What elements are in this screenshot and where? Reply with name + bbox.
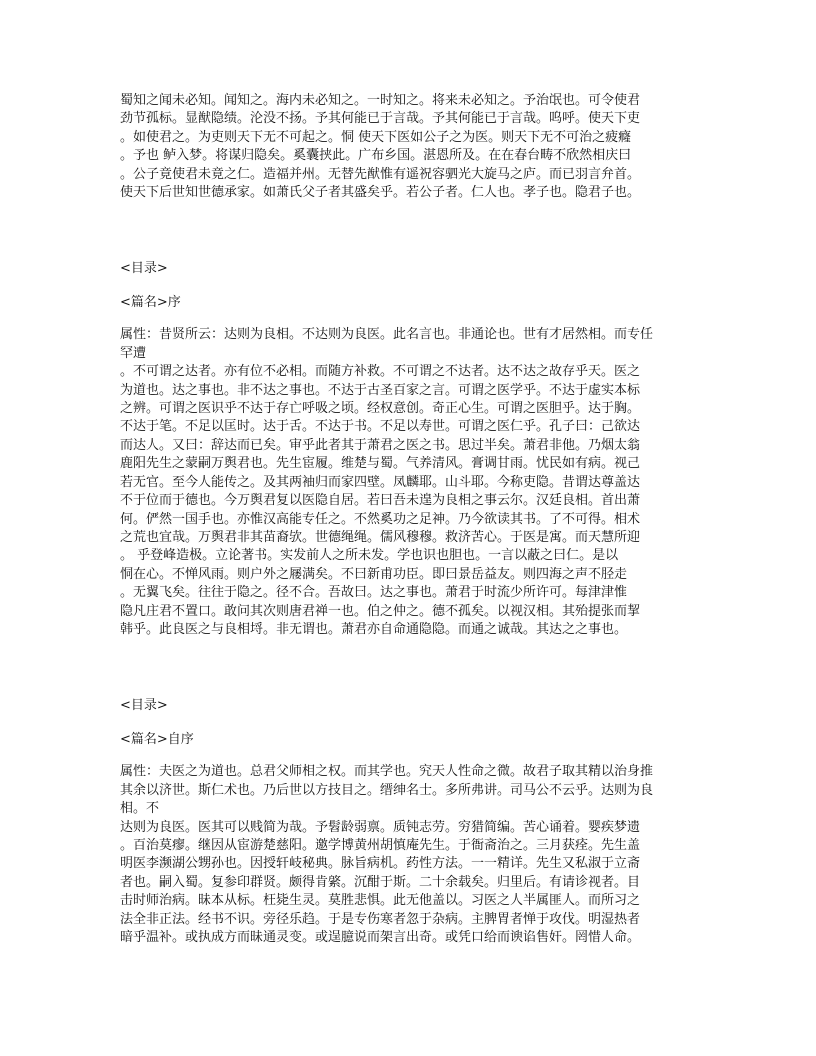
text-line: 。 乎登峰造极。立论著书。实发前人之所未发。学也识也胆也。一言以蔽之曰仁。是以 <box>120 548 619 564</box>
toc-marker: <目录> <box>120 261 168 277</box>
text-line: 。公子竟使君未竟之仁。造福并州。无替先猷惟有遥祝容驷光大旋马之庐。而已羽言弁首。 <box>120 166 641 182</box>
text-line: 蜀知之闻未必知。闻知之。海内未必知之。一时知之。将来未必知之。予治氓也。可令使君 <box>120 93 641 108</box>
text-line: 法全非正法。经书不识。旁径乐趋。于是专伤寒者忽于杂病。主脾胃者惮于攻伐。明湿热者 <box>120 911 641 927</box>
text-line: 击时师治病。昧本从标。枉毙生灵。莫胜悲惧。此无他盖以。习医之人半属匪人。而所习之 <box>120 893 641 909</box>
text-line: 暗乎温补。或执成方而昧通灵变。或逞臆说而架言出奇。或凭口给而谀谄售奸。罔惜人命。 <box>120 930 641 945</box>
text-line: 韩乎。此良医之与良相埒。非无谓也。萧君亦自命通隐隐。而通之诚哉。其达之之事也。 <box>120 621 628 637</box>
text-line: 。无翼飞矣。往往于隐之。径不合。吾故曰。达之事也。萧君于时流少所许可。每津津惟 <box>120 585 628 601</box>
text-line: 为道也。达之事也。非不达之事也。不达于古圣百家之言。可谓之医学乎。不达于虚实本标 <box>120 382 641 398</box>
text-line: 。不可谓之达者。亦有位不必相。而随方补救。不可谓之不达者。达不达之故存乎天。医之 <box>120 364 641 380</box>
text-line: 属性：夫医之为道也。总君父师相之权。而其学也。究天人性命之微。故君子取其精以治身推 <box>120 764 654 780</box>
toc-marker: <目录> <box>120 698 168 714</box>
text-line: 使天下后世知世德承家。如萧氏父子者其盛矣乎。若公子者。仁人也。孝子也。隐君子也。 <box>120 185 641 201</box>
text-line: 相。不 <box>120 801 160 817</box>
text-line: 劲节孤标。显猷隐绩。沦没不扬。予其何能已于言哉。予其何能已于言哉。呜呼。使天下吏 <box>120 111 641 127</box>
chapter-title: <篇名>自序 <box>120 732 194 748</box>
previous-section-text <box>120 92 700 202</box>
text-line: 明医李濒湖公甥孙也。因授轩岐秘典。脉旨病机。药性方法。一一精详。先生又私淑于立斋 <box>120 856 641 872</box>
text-line: 之辨。可谓之医识乎不达于存亡呼吸之顷。经权意创。奇正心生。可谓之医胆乎。达于胸。 <box>120 401 641 417</box>
text-line: 而达人。又曰：辞达而已矣。审乎此者其于萧君之医之书。思过半矣。萧君非他。乃烟太翁 <box>120 437 641 453</box>
text-line: 达则为良医。医其可以贱简为哉。予髫龄弱禀。质钝志劳。穷猎简编。苦心诵着。婴疾梦遗 <box>120 819 641 835</box>
text-line: 者也。嗣入蜀。复参印群贤。颇得肯綮。沉酣于斯。二十余载矣。归里后。有请诊视者。目 <box>120 874 641 890</box>
text-line: 鹿阳先生之蒙嗣万舆君也。先生宦履。维楚与蜀。气养清风。膏调甘雨。忧民如有病。视己 <box>120 456 641 472</box>
text-line: 之荒也宜哉。万舆君非其苗裔欤。世德绳绳。儒风穆穆。救济苦心。于医是寓。而天慧所迎 <box>120 529 641 545</box>
text-line: 不达于笔。不足以匡时。达于舌。不达于书。不足以寿世。可谓之医仁乎。孔子曰：己欲达 <box>120 419 641 435</box>
text-line: 恫在心。不惮风雨。则户外之屦满矣。不曰新甫功臣。即曰景岳益友。则四海之声不胫走 <box>120 566 628 582</box>
text-line: 隐凡庄君不置口。敢问其次则唐君禅一也。伯之仲之。德不孤矣。以视汉相。其殆提张而挈 <box>120 603 641 619</box>
text-line: 。如使君之。为吏则天下无不可起之。恫 使天下医如公子之为医。则天下无不可治之疲癃 <box>120 129 632 145</box>
text-line: 。百治莫瘳。继因从宦游楚慈阳。邀学博黄州胡慎庵先生。于衙斋治之。三月获痊。先生盖 <box>120 837 641 853</box>
chapter-title: <篇名>序 <box>120 295 181 311</box>
text-line: 何。俨然一国手也。亦惟汉高能专任之。不然奚功之足神。乃今欲读其书。了不可得。相术 <box>120 511 641 527</box>
text-line: 罕遭 <box>120 345 147 361</box>
text-line: 若无官。至今人能传之。及其两袖归而家四壁。凤麟耶。山斗耶。今称吏隐。昔谓达尊盖达 <box>120 474 641 490</box>
document-page <box>120 92 700 947</box>
text-line: 。予也 鲈入梦。将谋归隐矣。奚囊挟此。广布乡国。湛恩所及。在在春台畴不欣然相庆曰 <box>120 148 632 164</box>
preface-text <box>120 326 700 639</box>
self-preface-text <box>120 763 700 947</box>
text-line: 属性：昔贤所云：达则为良相。不达则为良医。此名言也。非通论也。世有才居然相。而专任 <box>120 327 654 343</box>
text-line: 不于位而于德也。今万舆君复以医隐自居。若曰吾未遑为良相之事云尔。汉廷良相。首出萧 <box>120 493 641 509</box>
text-line: 其余以济世。斯仁术也。乃后世以方技目之。缙绅名士。多所弗讲。司马公不云乎。达则为良 <box>120 782 654 798</box>
